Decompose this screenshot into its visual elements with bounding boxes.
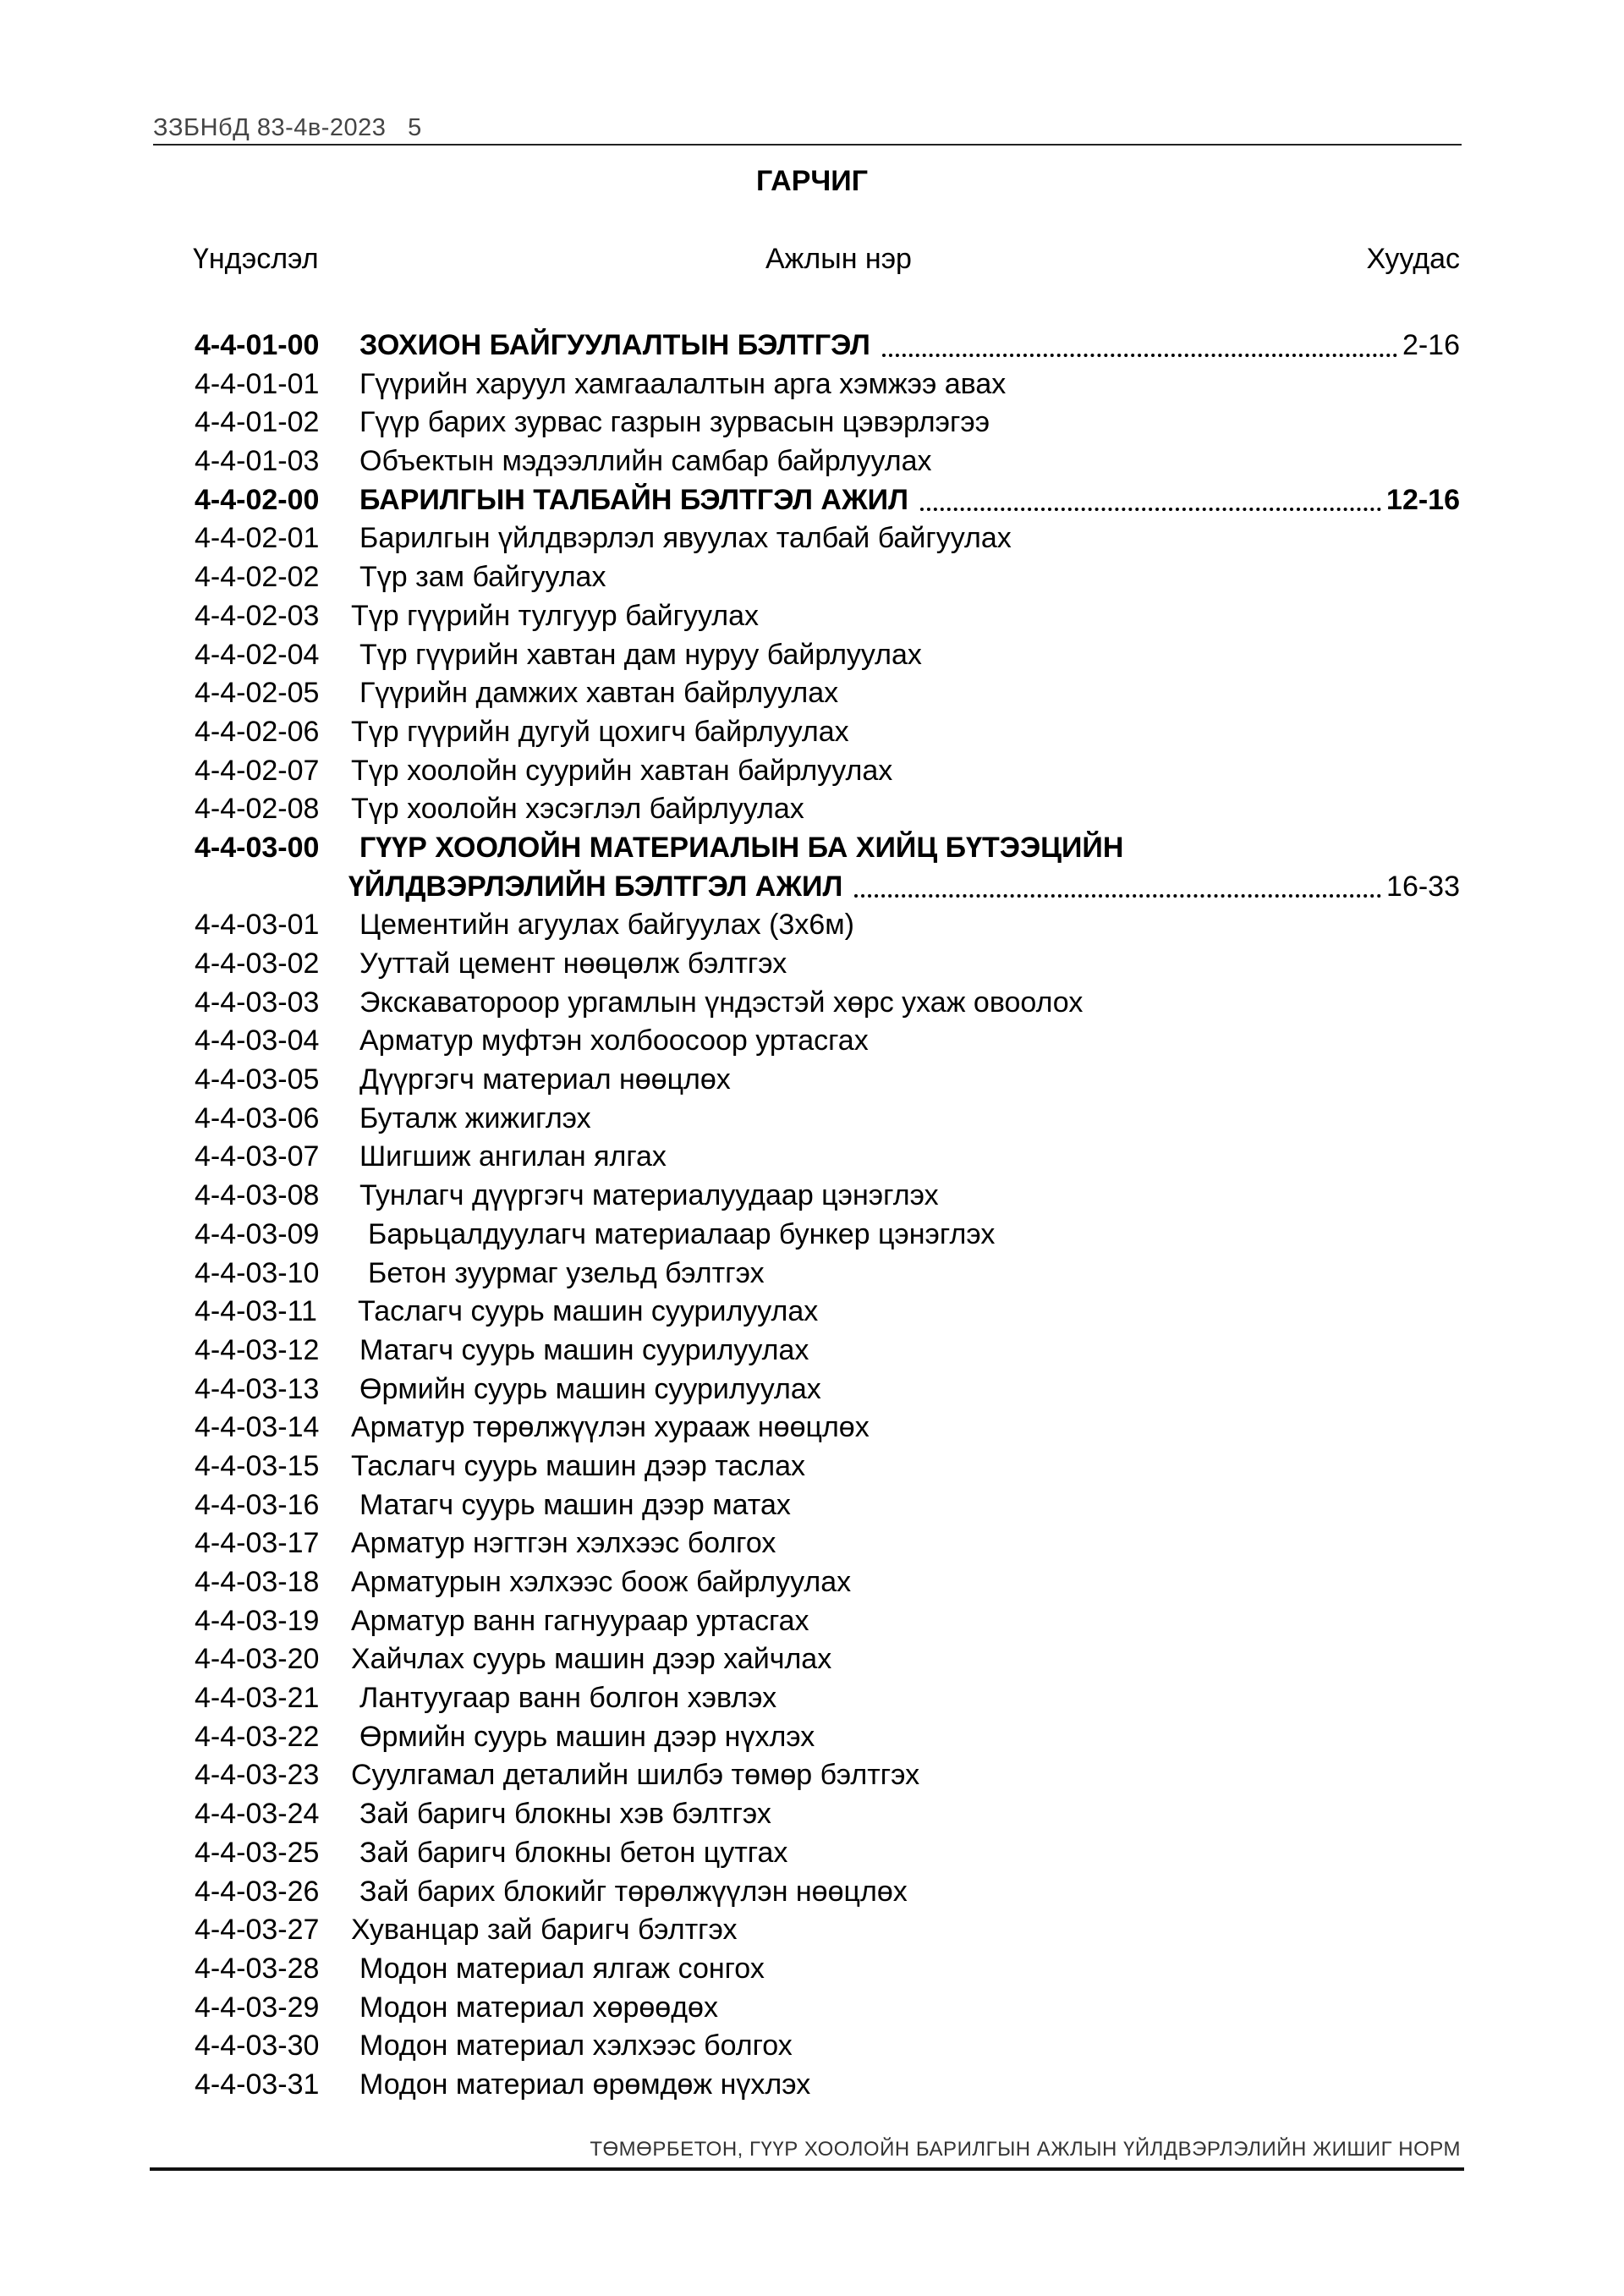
entry-title: Арматурын хэлхээс боож байрлуулах (351, 1566, 852, 1598)
entry-title: Таслагч суурь машин суурилуулах (358, 1295, 819, 1328)
toc-entry[interactable] (0, 1409, 1624, 1447)
toc-entry[interactable] (0, 1216, 1624, 1255)
toc-entry[interactable] (0, 945, 1624, 984)
entry-code: 4-4-03-10 (195, 1256, 320, 1289)
column-header-basis: Үндэслэл (193, 243, 319, 275)
entry-code: 4-4-01-03 (195, 445, 320, 478)
toc-section[interactable] (0, 481, 1624, 520)
toc-entry[interactable] (0, 1447, 1624, 1486)
section-code: 4-4-01-00 (195, 329, 320, 361)
toc-entry[interactable] (0, 636, 1624, 675)
entry-code: 4-4-03-30 (195, 2030, 320, 2063)
toc-section[interactable] (0, 327, 1624, 365)
column-header-name: Ажлын нэр (765, 243, 912, 275)
entry-code: 4-4-03-02 (195, 948, 320, 980)
entry-title: Түр зам байгуулах (359, 561, 606, 594)
entry-code: 4-4-03-17 (195, 1527, 320, 1560)
entry-code: 4-4-03-14 (195, 1411, 320, 1444)
toc-entry[interactable] (0, 1100, 1624, 1139)
toc-entry[interactable] (0, 1255, 1624, 1294)
table-of-contents (0, 327, 1624, 2105)
entry-code: 4-4-03-20 (195, 1643, 320, 1676)
entry-code: 4-4-03-27 (195, 1914, 320, 1947)
entry-code: 4-4-03-26 (195, 1875, 320, 1908)
entry-code: 4-4-03-06 (195, 1101, 320, 1134)
toc-entry[interactable] (0, 1950, 1624, 1989)
entry-title: Арматур ванн гагнуураар уртасгах (351, 1604, 809, 1637)
entry-code: 4-4-03-03 (195, 986, 320, 1019)
entry-title: Бетон зуурмаг узельд бэлтгэх (368, 1256, 765, 1289)
toc-section[interactable] (0, 829, 1624, 868)
toc-entry[interactable] (0, 906, 1624, 945)
toc-entry[interactable] (0, 2027, 1624, 2066)
toc-entry[interactable] (0, 1177, 1624, 1216)
entry-title: Түр гүүрийн тулгуур байгуулах (351, 599, 760, 632)
entry-code: 4-4-03-31 (195, 2068, 320, 2101)
toc-entry[interactable] (0, 1756, 1624, 1795)
toc-entry[interactable] (0, 1718, 1624, 1757)
entry-title: Модон материал ялгаж сонгох (359, 1952, 765, 1985)
toc-entry[interactable] (0, 1911, 1624, 1950)
toc-entry[interactable] (0, 1873, 1624, 1912)
toc-entry[interactable] (0, 674, 1624, 713)
entry-title: Модон материал өрөмдөж нүхлэх (359, 2068, 811, 2101)
toc-entry[interactable] (0, 1640, 1624, 1679)
entry-title: Цементийн агуулах байгуулах (3х6м) (359, 909, 854, 942)
toc-entry[interactable] (0, 442, 1624, 481)
toc-section-continued[interactable] (0, 868, 1624, 907)
entry-title: Матагч суурь машин суурилуулах (359, 1333, 809, 1366)
footer-divider (150, 2167, 1464, 2171)
entry-code: 4-4-03-01 (195, 909, 320, 942)
footer-text: ТӨМӨРБЕТОН, ГҮҮР ХООЛОЙН БАРИЛГЫН АЖЛЫН ҮЙЛДВЭРЛЭЛИЙН ЖИШИГ НОРМ (590, 2138, 1461, 2161)
header-divider (153, 144, 1462, 146)
entry-code: 4-4-03-21 (195, 1682, 320, 1715)
entry-title: Барилгын үйлдвэрлэл явуулах талбай байгуулах (359, 522, 1012, 555)
entry-code: 4-4-02-06 (195, 715, 320, 748)
entry-code: 4-4-03-29 (195, 1991, 320, 2024)
entry-title: Түр хоолойн суурийн хавтан байрлуулах (351, 754, 893, 787)
entry-title: Модон материал хөрөөдөх (359, 1991, 718, 2024)
column-header-page: Хуудас (1366, 243, 1460, 275)
entry-code: 4-4-03-07 (195, 1140, 320, 1173)
section-line (359, 481, 1460, 520)
section-title: БАРИЛГЫН ТАЛБАЙН БЭЛТГЭЛ АЖИЛ (359, 483, 908, 516)
toc-entry[interactable] (0, 558, 1624, 597)
entry-code: 4-4-03-15 (195, 1449, 320, 1482)
entry-title: Арматур нэгтгэн хэлхээс болгох (351, 1527, 776, 1560)
document-code: ЗЗБНбД 83-4в-2023 (153, 114, 387, 141)
toc-entry[interactable] (0, 713, 1624, 752)
entry-title: Түр гүүрийн дугуй цохигч байрлуулах (351, 715, 849, 748)
entry-code: 4-4-02-05 (195, 677, 320, 710)
section-pages: 16-33 (1386, 870, 1460, 903)
entry-title: Экскаватороор ургамлын үндэстэй хөрс ухаж овоолох (359, 986, 1084, 1019)
toc-entry[interactable] (0, 1061, 1624, 1100)
section-title-line1: ГҮҮР ХООЛОЙН МАТЕРИАЛЫН БА ХИЙЦ БҮТЭЭЦИЙН (359, 831, 1124, 864)
page-number: 5 (408, 114, 422, 141)
toc-entry[interactable] (0, 1989, 1624, 2028)
entry-title: Дүүргэгч материал нөөцлөх (359, 1063, 731, 1096)
entry-title: Модон материал хэлхээс болгох (359, 2030, 793, 2063)
dot-leader (882, 354, 1397, 357)
toc-entry[interactable] (0, 752, 1624, 791)
entry-title: Барьцалдуулагч материалаар бункер цэнэглэх (368, 1217, 996, 1250)
entry-title: Гүүр барих зурвас газрын зурвасын цэвэрлэгээ (359, 406, 990, 439)
entry-code: 4-4-03-12 (195, 1333, 320, 1366)
entry-title: Ууттай цемент нөөцөлж бэлтгэх (359, 948, 787, 980)
toc-entry[interactable] (0, 1602, 1624, 1641)
toc-entry[interactable] (0, 1293, 1624, 1332)
entry-title: Матагч суурь машин дээр матах (359, 1488, 791, 1521)
toc-entry[interactable] (0, 519, 1624, 558)
entry-code: 4-4-03-25 (195, 1836, 320, 1869)
toc-entry[interactable] (0, 404, 1624, 442)
toc-entry[interactable] (0, 597, 1624, 636)
entry-code: 4-4-02-03 (195, 599, 320, 632)
entry-code: 4-4-02-01 (195, 522, 320, 555)
toc-entry[interactable] (0, 1022, 1624, 1061)
entry-title: Таслагч суурь машин дээр таслах (351, 1449, 806, 1482)
entry-title: Шигшиж ангилан ялгах (359, 1140, 667, 1173)
entry-code: 4-4-02-07 (195, 754, 320, 787)
entry-code: 4-4-03-22 (195, 1720, 320, 1753)
toc-entry[interactable] (0, 1332, 1624, 1370)
entry-code: 4-4-03-09 (195, 1217, 320, 1250)
toc-entry[interactable] (0, 1679, 1624, 1718)
entry-code: 4-4-03-19 (195, 1604, 320, 1637)
entry-code: 4-4-03-05 (195, 1063, 320, 1096)
entry-title: Объектын мэдээллийн самбар байрлуулах (359, 445, 932, 478)
entry-code: 4-4-01-02 (195, 406, 320, 439)
entry-title: Арматур төрөлжүүлэн хурааж нөөцлөх (351, 1411, 870, 1444)
toc-entry[interactable] (0, 1486, 1624, 1525)
section-code: 4-4-03-00 (195, 831, 320, 864)
entry-code: 4-4-03-04 (195, 1024, 320, 1057)
entry-title: Түр гүүрийн хавтан дам нуруу байрлуулах (359, 638, 922, 671)
document-header (153, 114, 422, 142)
entry-title: Лантуугаар ванн болгон хэвлэх (359, 1682, 777, 1715)
toc-entry[interactable] (0, 984, 1624, 1023)
entry-title: Зай баригч блокны хэв бэлтгэх (359, 1798, 771, 1831)
section-pages: 12-16 (1386, 483, 1460, 516)
dot-leader (854, 894, 1381, 898)
entry-code: 4-4-03-28 (195, 1952, 320, 1985)
toc-entry[interactable] (0, 1795, 1624, 1834)
toc-entry[interactable] (0, 365, 1624, 404)
section-title: ЗОХИОН БАЙГУУЛАЛТЫН БЭЛТГЭЛ (359, 329, 870, 361)
entry-code: 4-4-03-13 (195, 1372, 320, 1405)
section-line (348, 868, 1460, 907)
toc-entry[interactable] (0, 1524, 1624, 1563)
entry-title: Хайчлах суурь машин дээр хайчлах (351, 1643, 832, 1676)
entry-code: 4-4-01-01 (195, 367, 320, 400)
entry-title: Зай баригч блокны бетон цутгах (359, 1836, 788, 1869)
page-title: ГАРЧИГ (756, 165, 868, 197)
entry-code: 4-4-02-08 (195, 793, 320, 826)
toc-entry[interactable] (0, 2066, 1624, 2105)
entry-title: Түр хоолойн хэсэглэл байрлуулах (351, 793, 804, 826)
entry-code: 4-4-03-23 (195, 1759, 320, 1792)
toc-entry[interactable] (0, 1138, 1624, 1177)
toc-entry[interactable] (0, 790, 1624, 829)
entry-title: Арматур муфтэн холбоосоор уртасгах (359, 1024, 869, 1057)
entry-code: 4-4-03-16 (195, 1488, 320, 1521)
section-pages: 2-16 (1402, 329, 1460, 361)
section-code: 4-4-02-00 (195, 483, 320, 516)
entry-code: 4-4-02-04 (195, 638, 320, 671)
entry-code: 4-4-03-24 (195, 1798, 320, 1831)
entry-code: 4-4-03-08 (195, 1179, 320, 1212)
entry-title: Хуванцар зай баригч бэлтгэх (351, 1914, 738, 1947)
section-title-line2: ҮЙЛДВЭРЛЭЛИЙН БЭЛТГЭЛ АЖИЛ (348, 870, 843, 903)
entry-title: Өрмийн суурь машин суурилуулах (359, 1372, 821, 1405)
entry-code: 4-4-02-02 (195, 561, 320, 594)
dot-leader (920, 508, 1381, 511)
entry-code: 4-4-03-11 (195, 1295, 317, 1328)
entry-code: 4-4-03-18 (195, 1566, 320, 1598)
entry-title: Тунлагч дүүргэгч материалуудаар цэнэглэх (359, 1179, 939, 1212)
toc-entry[interactable] (0, 1834, 1624, 1873)
entry-title: Гүүрийн харуул хамгаалалтын арга хэмжээ авах (359, 367, 1007, 400)
entry-title: Суулгамал деталийн шилбэ төмөр бэлтгэх (351, 1759, 920, 1792)
entry-title: Зай барих блокийг төрөлжүүлэн нөөцлөх (359, 1875, 908, 1908)
toc-entry[interactable] (0, 1563, 1624, 1602)
entry-title: Гүүрийн дамжих хавтан байрлуулах (359, 677, 839, 710)
entry-title: Буталж жижиглэх (359, 1101, 591, 1134)
section-line (359, 327, 1460, 365)
entry-title: Өрмийн суурь машин дээр нүхлэх (359, 1720, 815, 1753)
toc-entry[interactable] (0, 1370, 1624, 1409)
